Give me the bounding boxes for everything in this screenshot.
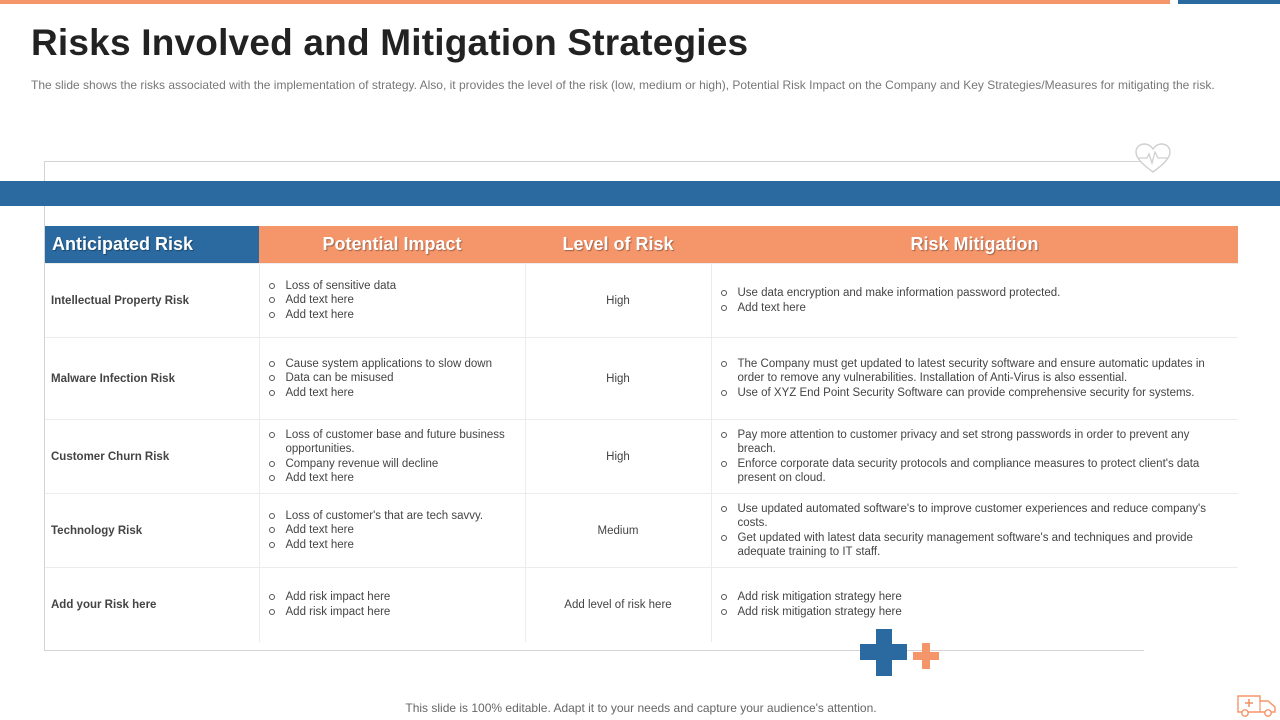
risk-name: Technology Risk — [45, 494, 259, 568]
list-item: Add risk impact here — [268, 590, 517, 604]
impact-cell — [259, 494, 525, 568]
risk-name: Malware Infection Risk — [45, 338, 259, 420]
list-item: Data can be misused — [268, 371, 517, 385]
risk-level: High — [525, 420, 711, 494]
list-item: Add text here — [268, 538, 517, 552]
list-item: Enforce corporate data security protocols and compliance measures to protect client's data present on cloud. — [720, 457, 1231, 486]
list-item: Add text here — [268, 523, 517, 537]
impact-cell — [259, 264, 525, 338]
list-item: Use of XYZ End Point Security Software can provide comprehensive security for systems. — [720, 386, 1231, 400]
mitigation-cell — [711, 494, 1238, 568]
list-item: Cause system applications to slow down — [268, 357, 517, 371]
slide-footer: This slide is 100% editable. Adapt it to your needs and capture your audience's attention. — [405, 701, 877, 715]
mitigation-list — [712, 590, 1239, 619]
list-item: Add risk mitigation strategy here — [720, 590, 1231, 604]
risk-name: Intellectual Property Risk — [45, 264, 259, 338]
risk-level: High — [525, 338, 711, 420]
mitigation-list — [712, 286, 1239, 315]
list-item: Company revenue will decline — [268, 457, 517, 471]
mitigation-cell — [711, 338, 1238, 420]
impact-list — [260, 509, 525, 552]
slide-title: Risks Involved and Mitigation Strategies — [31, 22, 749, 63]
impact-list — [260, 279, 525, 322]
table-row — [45, 420, 1238, 494]
list-item: Add text here — [268, 293, 517, 307]
top-accent-bar-blue — [1178, 0, 1280, 4]
list-item: Add text here — [268, 308, 517, 322]
table-header-row — [45, 226, 1238, 264]
impact-list — [260, 590, 525, 619]
heart-pulse-icon — [1134, 143, 1172, 175]
list-item: Use updated automated software's to improve customer experiences and reduce company's costs. — [720, 502, 1231, 531]
header-risk-mitigation: Risk Mitigation — [711, 226, 1238, 264]
header-potential-impact: Potential Impact — [259, 226, 525, 264]
list-item: Add risk mitigation strategy here — [720, 605, 1231, 619]
list-item: Get updated with latest data security management software's and techniques and provide adequate training to IT staff. — [720, 531, 1231, 560]
accent-band — [0, 181, 1280, 206]
list-item: Loss of sensitive data — [268, 279, 517, 293]
list-item: Use data encryption and make information password protected. — [720, 286, 1231, 300]
risk-name: Add your Risk here — [45, 568, 259, 642]
list-item: Loss of customer base and future business opportunities. — [268, 428, 517, 457]
mitigation-list — [712, 428, 1239, 486]
table-row — [45, 494, 1238, 568]
mitigation-cell — [711, 568, 1238, 642]
risk-level: Medium — [525, 494, 711, 568]
impact-list — [260, 428, 525, 486]
list-item: The Company must get updated to latest security software and ensure automatic updates in order to remove any vulnerabilities. Installation of Anti-Virus is also essential. — [720, 357, 1231, 386]
table-row — [45, 338, 1238, 420]
list-item: Add text here — [268, 471, 517, 485]
header-anticipated-risk: Anticipated Risk — [45, 226, 259, 264]
list-item: Pay more attention to customer privacy and set strong passwords in order to prevent any breach. — [720, 428, 1231, 457]
mitigation-cell — [711, 264, 1238, 338]
list-item: Add text here — [720, 301, 1231, 315]
table-row — [45, 568, 1238, 642]
risk-level: Add level of risk here — [525, 568, 711, 642]
list-item: Add risk impact here — [268, 605, 517, 619]
slide-subtitle: The slide shows the risks associated with the implementation of strategy. Also, it provides the level of the risk (low, medium or high), Potential Risk Impact on the Company and Key Strategies/Measures for mitigating the risk. — [31, 78, 1215, 92]
risk-table — [45, 226, 1238, 642]
header-level-of-risk: Level of Risk — [525, 226, 711, 264]
risk-name: Customer Churn Risk — [45, 420, 259, 494]
top-accent-bar-orange — [0, 0, 1170, 4]
impact-list — [260, 357, 525, 400]
mitigation-list — [712, 502, 1239, 560]
impact-cell — [259, 568, 525, 642]
table-row — [45, 264, 1238, 338]
mitigation-cell — [711, 420, 1238, 494]
impact-cell — [259, 420, 525, 494]
mitigation-list — [712, 357, 1239, 400]
impact-cell — [259, 338, 525, 420]
risk-level: High — [525, 264, 711, 338]
list-item: Add text here — [268, 386, 517, 400]
ambulance-icon — [1234, 688, 1280, 720]
list-item: Loss of customer's that are tech savvy. — [268, 509, 517, 523]
